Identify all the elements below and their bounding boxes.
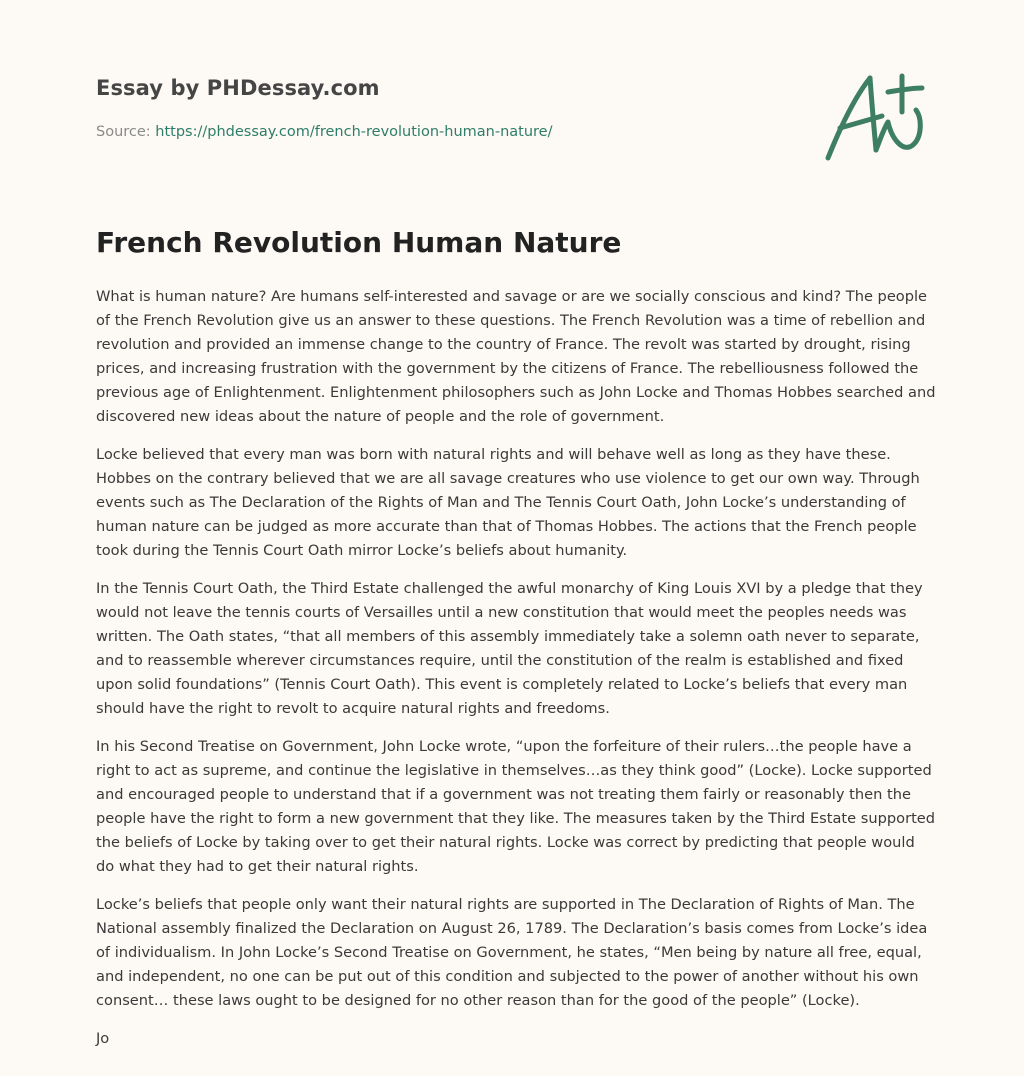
essay-paragraph: Locke believed that every man was born with natural rights and will behave well as long as they have these. Hobbes on the contrary believed that we are all savage creatures who use violence to get our own way. Through events such as The Declaration of the Rights of Man and The Tennis Court Oath, John Locke’s understanding of human nature can be judged as more accurate than that of Thomas Hobbes. The actions that the French people took during the Tennis Court Oath mirror Locke’s beliefs about humanity. xyxy=(96,446,920,559)
source-link[interactable]: https://phdessay.com/french-revolution-human-nature/ xyxy=(155,124,553,140)
a-plus-grade-icon xyxy=(818,66,930,166)
essay-paragraph: In the Tennis Court Oath, the Third Estate challenged the awful monarchy of King Louis XVI by a pledge that they would not leave the tennis courts of Versailles until a new constitution that would meet the peoples needs was written. The Oath states, “that all members of this assembly immediately take a solemn oath never to separate, and to reassemble wherever circumstances require, until the constitution of the realm is established and fixed upon solid foundations” (Tennis Court Oath). This event is completely related to Locke’s beliefs that every man should have the right to revolt to acquire natural rights and freedoms. xyxy=(96,580,923,717)
source-line xyxy=(96,124,552,140)
essay-title: French Revolution Human Nature xyxy=(96,226,622,259)
essay-paragraph: What is human nature? Are humans self-interested and savage or are we socially conscious and kind? The people of the French Revolution give us an answer to these questions. The French Revolution was a time of rebellion and revolution and provided an immense change to the country of France. The revolt was started by drought, rising prices, and increasing frustration with the government by the citizens of France. The rebelliousness followed the previous age of Enlightenment. Enlightenment philosophers such as John Locke and Thomas Hobbes searched and discovered new ideas about the nature of people and the role of government. xyxy=(96,288,936,425)
site-title: Essay by PHDessay.com xyxy=(96,76,380,100)
essay-paragraph: In his Second Treatise on Government, John Locke wrote, “upon the forfeiture of their rulers…the people have a right to act as supreme, and continue the legislative in themselves…as they think good” (Locke). Locke supported and encouraged people to understand that if a government was not treating them fairly or reasonably then the people have the right to form a new government that they like. The measures taken by the Third Estate supported the beliefs of Locke by taking over to get their natural rights. Locke was correct by predicting that people would do what they had to get their natural rights. xyxy=(96,738,936,875)
essay-paragraph: Locke’s beliefs that people only want their natural rights are supported in The Declaration of Rights of Man. The National assembly finalized the Declaration on August 26, 1789. The Declaration’s basis comes from Locke’s idea of individualism. In John Locke’s Second Treatise on Government, he states, “Men being by nature all free, equal, and independent, no one can be put out of this condition and subjected to the power of another without his own consent… these laws ought to be designed for no other reason than for the good of the people” (Locke). xyxy=(96,896,928,1009)
essay-body xyxy=(96,285,936,1065)
source-label: Source: xyxy=(96,124,156,140)
essay-paragraph-truncated: Jo xyxy=(96,1030,110,1047)
